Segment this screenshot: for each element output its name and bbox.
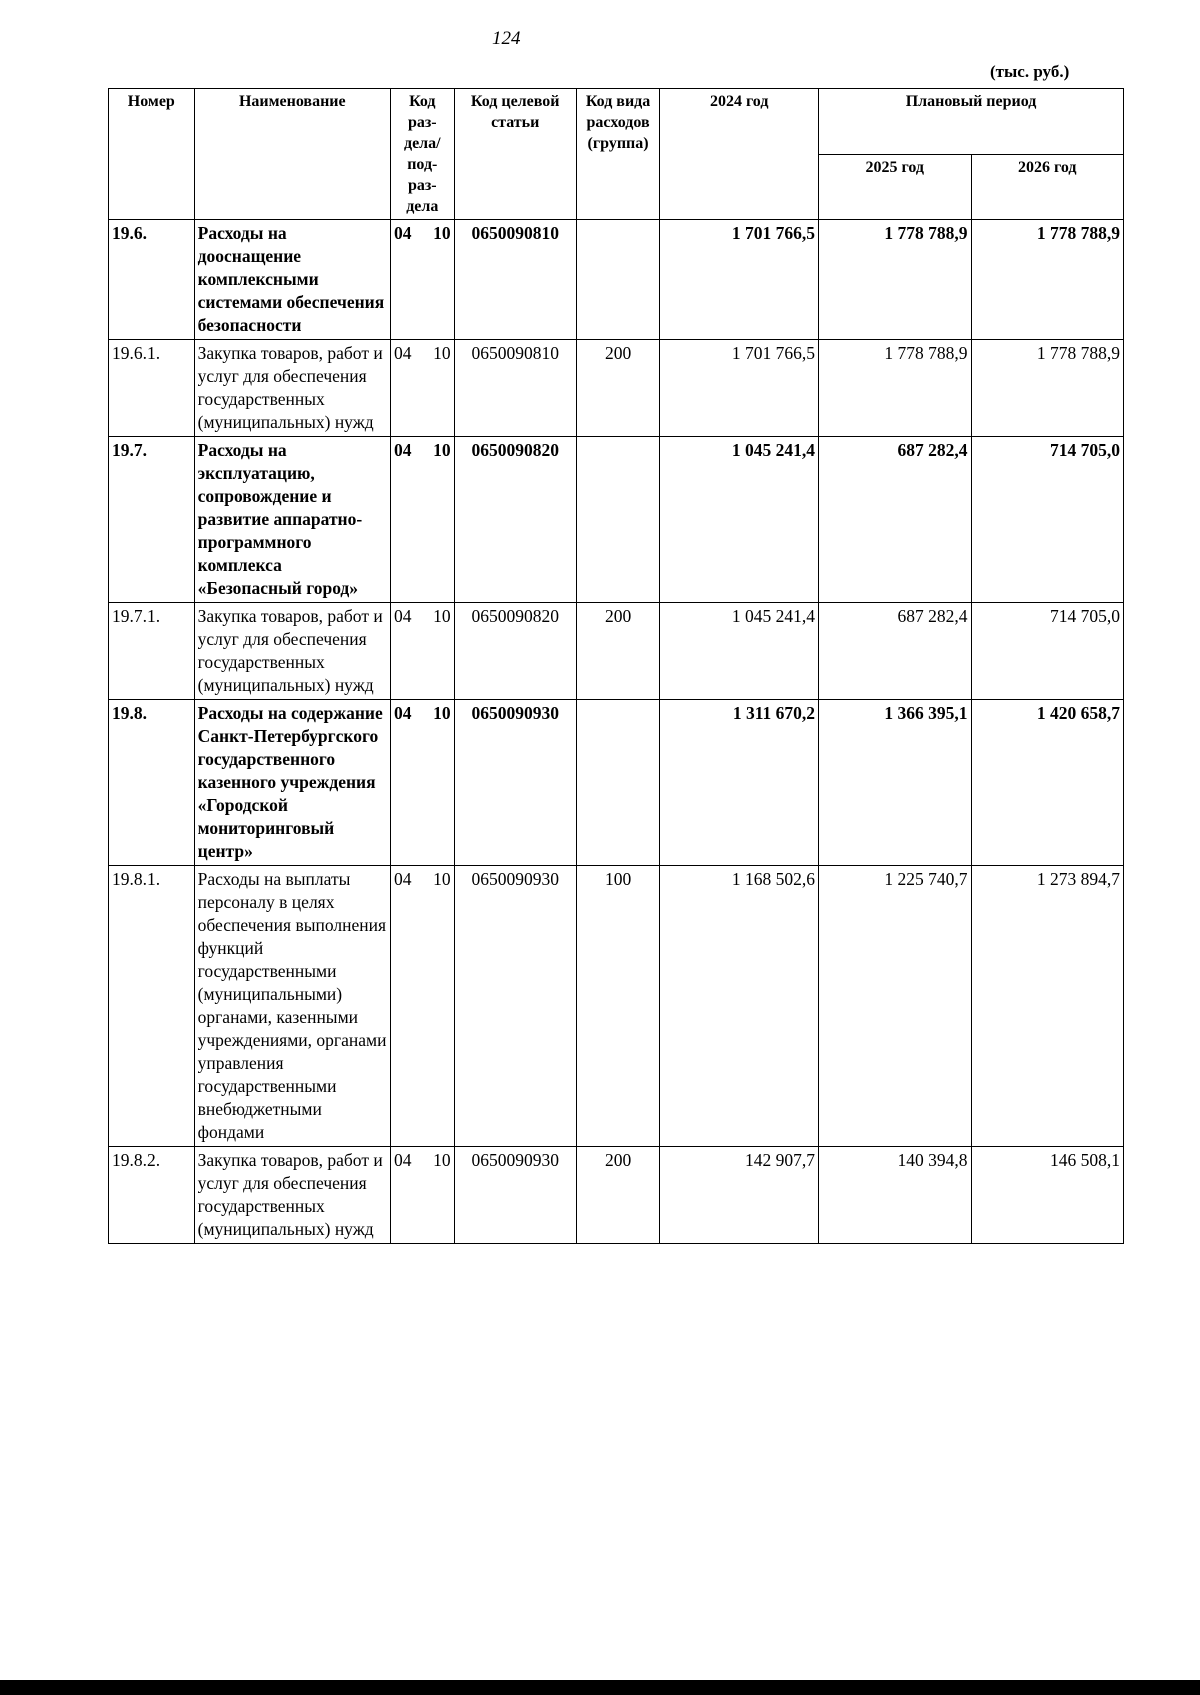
row-value-2026: 1 778 788,9 <box>971 220 1124 340</box>
row-value-2026: 1 273 894,7 <box>971 866 1124 1147</box>
row-value-2025: 1 225 740,7 <box>819 866 971 1147</box>
row-value-2026: 714 705,0 <box>971 603 1124 700</box>
budget-table <box>108 88 1124 1244</box>
subrazdel-code: 10 <box>433 343 451 363</box>
row-value-2024: 1 311 670,2 <box>660 700 819 866</box>
table-row <box>109 220 1124 340</box>
row-expense-kind: 200 <box>576 1147 660 1244</box>
row-value-2025: 1 778 788,9 <box>819 340 971 437</box>
row-value-2024: 1 045 241,4 <box>660 437 819 603</box>
subrazdel-code: 10 <box>433 223 451 243</box>
table-row <box>109 437 1124 603</box>
row-razdel-code <box>390 603 454 700</box>
table-row <box>109 603 1124 700</box>
subrazdel-code: 10 <box>433 440 451 460</box>
row-value-2024: 1 701 766,5 <box>660 340 819 437</box>
row-value-2026: 146 508,1 <box>971 1147 1124 1244</box>
row-target-code: 0650090810 <box>454 220 576 340</box>
row-value-2026: 1 420 658,7 <box>971 700 1124 866</box>
header-kind: Код вида расходов (группа) <box>576 89 660 220</box>
header-target: Код целевой статьи <box>454 89 576 220</box>
razdel-code: 04 <box>393 1150 412 1170</box>
row-target-code: 0650090930 <box>454 700 576 866</box>
row-expense-kind <box>576 437 660 603</box>
subrazdel-code: 10 <box>433 606 451 626</box>
row-target-code: 0650090930 <box>454 866 576 1147</box>
row-expense-kind <box>576 220 660 340</box>
header-2026: 2026 год <box>971 154 1124 220</box>
razdel-code: 04 <box>393 223 412 243</box>
row-number: 19.7. <box>109 437 195 603</box>
row-value-2025: 687 282,4 <box>819 603 971 700</box>
row-number: 19.6.1. <box>109 340 195 437</box>
row-value-2024: 142 907,7 <box>660 1147 819 1244</box>
header-2025: 2025 год <box>819 154 971 220</box>
row-value-2025: 140 394,8 <box>819 1147 971 1244</box>
row-number: 19.6. <box>109 220 195 340</box>
row-name: Расходы на эксплуатацию, сопровождение и развитие аппаратно-программного комплекса «Безопасный город» <box>194 437 390 603</box>
table-row <box>109 866 1124 1147</box>
row-number: 19.8.1. <box>109 866 195 1147</box>
razdel-code: 04 <box>393 440 412 460</box>
row-target-code: 0650090930 <box>454 1147 576 1244</box>
table-row <box>109 700 1124 866</box>
row-razdel-code <box>390 437 454 603</box>
row-number: 19.7.1. <box>109 603 195 700</box>
header-2024: 2024 год <box>660 89 819 220</box>
row-value-2025: 1 778 788,9 <box>819 220 971 340</box>
row-name: Расходы на выплаты персоналу в целях обеспечения выполнения функций государственными (муниципальными) органами, казенными учреждениями, органами управления государственными внебюджетными фондами <box>194 866 390 1147</box>
row-razdel-code <box>390 1147 454 1244</box>
row-razdel-code <box>390 340 454 437</box>
row-name: Закупка товаров, работ и услуг для обеспечения государственных (муниципальных) нужд <box>194 1147 390 1244</box>
header-number: Номер <box>109 89 195 220</box>
razdel-code: 04 <box>393 343 412 363</box>
table-row <box>109 1147 1124 1244</box>
row-name: Закупка товаров, работ и услуг для обеспечения государственных (муниципальных) нужд <box>194 603 390 700</box>
row-value-2024: 1 045 241,4 <box>660 603 819 700</box>
row-expense-kind <box>576 700 660 866</box>
row-name: Расходы на содержание Санкт-Петербургского государственного казенного учреждения «Городской мониторинговый центр» <box>194 700 390 866</box>
row-razdel-code <box>390 700 454 866</box>
row-razdel-code <box>390 866 454 1147</box>
row-name: Расходы на дооснащение комплексными системами обеспечения безопасности <box>194 220 390 340</box>
row-value-2024: 1 701 766,5 <box>660 220 819 340</box>
row-value-2026: 714 705,0 <box>971 437 1124 603</box>
row-expense-kind: 200 <box>576 603 660 700</box>
subrazdel-code: 10 <box>433 869 451 889</box>
row-number: 19.8. <box>109 700 195 866</box>
row-value-2026: 1 778 788,9 <box>971 340 1124 437</box>
page-number: 124 <box>492 28 521 49</box>
units-label: (тыс. руб.) <box>990 62 1070 81</box>
header-razdel: Код раз-дела/ под-раз-дела <box>390 89 454 220</box>
row-target-code: 0650090820 <box>454 603 576 700</box>
header-plan-period: Плановый период <box>819 89 1124 155</box>
row-name: Закупка товаров, работ и услуг для обеспечения государственных (муниципальных) нужд <box>194 340 390 437</box>
row-value-2024: 1 168 502,6 <box>660 866 819 1147</box>
row-expense-kind: 100 <box>576 866 660 1147</box>
razdel-code: 04 <box>393 703 412 723</box>
row-expense-kind: 200 <box>576 340 660 437</box>
razdel-code: 04 <box>393 869 412 889</box>
row-target-code: 0650090810 <box>454 340 576 437</box>
scan-bottom-edge <box>0 1680 1200 1695</box>
row-number: 19.8.2. <box>109 1147 195 1244</box>
row-razdel-code <box>390 220 454 340</box>
table-body <box>109 220 1124 1244</box>
header-name: Наименование <box>194 89 390 220</box>
row-value-2025: 687 282,4 <box>819 437 971 603</box>
table-row <box>109 340 1124 437</box>
subrazdel-code: 10 <box>433 703 451 723</box>
row-value-2025: 1 366 395,1 <box>819 700 971 866</box>
row-target-code: 0650090820 <box>454 437 576 603</box>
subrazdel-code: 10 <box>433 1150 451 1170</box>
razdel-code: 04 <box>393 606 412 626</box>
